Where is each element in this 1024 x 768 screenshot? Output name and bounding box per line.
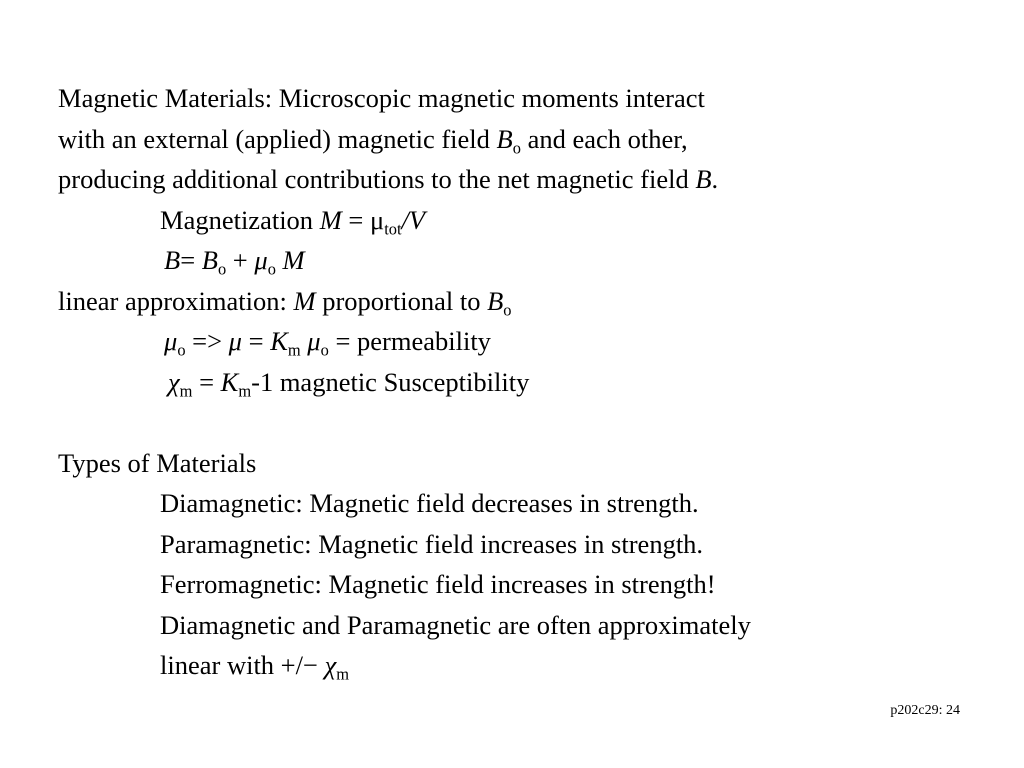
symbol-V: V: [408, 204, 426, 235]
subscript-o: o: [217, 259, 227, 279]
susceptibility-equation: [58, 362, 998, 403]
symbol-B: B: [487, 285, 504, 316]
subscript-m: m: [238, 380, 252, 400]
approximation-line-1: [58, 605, 998, 646]
permeability-equation: [58, 321, 998, 362]
permeability-label: = permeability: [328, 326, 491, 356]
equals: =: [180, 245, 202, 275]
symbol-mu: μ: [164, 326, 178, 356]
equals: =: [192, 366, 221, 397]
implies-arrow: =>: [185, 326, 229, 356]
symbol-B: B: [695, 164, 712, 194]
ferromagnetic-line: [58, 564, 998, 605]
symbol-mu: μ: [254, 245, 268, 275]
linear-approximation-line: [58, 281, 998, 322]
equals: =: [241, 326, 271, 356]
spacer: [58, 402, 998, 443]
subscript-m: m: [287, 340, 301, 360]
ferromagnetic-text: Ferromagnetic: Magnetic field increases in strength!: [160, 569, 716, 599]
paramagnetic-line: [58, 524, 998, 565]
subscript-m: m: [179, 380, 193, 400]
diamagnetic-line: [58, 483, 998, 524]
slide-content: [58, 78, 998, 686]
period: .: [711, 164, 719, 194]
subscript-o: o: [512, 137, 521, 157]
symbol-mu: μ: [307, 326, 321, 356]
intro-text-1: Magnetic Materials: Microscopic magnetic moments interact: [58, 83, 705, 113]
symbol-B: B: [496, 123, 513, 154]
symbol-M: M: [282, 245, 305, 275]
types-heading-text: Types of Materials: [58, 447, 257, 478]
symbol-M: M: [319, 204, 342, 235]
subscript-m: m: [336, 664, 350, 684]
subscript-o: o: [267, 259, 276, 279]
slash: /: [401, 204, 409, 235]
symbol-chi: χ: [168, 366, 180, 397]
intro-text-3: producing additional contributions to the net magnetic field: [58, 164, 696, 194]
subscript-o: o: [177, 340, 186, 360]
proportional-text: proportional to: [315, 285, 488, 316]
intro-line-3: [58, 159, 998, 200]
intro-text-2: with an external (applied) magnetic field: [58, 123, 497, 154]
approximation-text-1: Diamagnetic and Paramagnetic are often approximately: [160, 609, 751, 640]
paramagnetic-text: Paramagnetic: Magnetic field increases in strength.: [160, 528, 704, 559]
symbol-B: B: [201, 245, 218, 275]
approximation-line-2: [58, 645, 998, 686]
plus: +: [226, 245, 255, 275]
page-number-label: p202c29: 24: [890, 703, 960, 718]
magnetization-equation: [58, 200, 998, 241]
intro-line-1: [58, 78, 998, 119]
types-heading: [58, 443, 998, 484]
intro-text-2b: and each other,: [520, 123, 688, 154]
subscript-o: o: [503, 299, 512, 319]
intro-line-2: [58, 119, 998, 160]
subscript-o: o: [320, 340, 329, 360]
diamagnetic-text: Diamagnetic: Magnetic field decreases in strength.: [160, 488, 699, 518]
approximation-text-2: linear with +/−: [160, 650, 325, 680]
linear-text: linear approximation:: [58, 285, 294, 316]
symbol-K: K: [270, 326, 288, 356]
subscript-tot: tot: [384, 218, 402, 238]
symbol-mu: μ: [369, 204, 385, 235]
symbol-B: B: [164, 245, 181, 275]
b-field-equation: [58, 240, 998, 281]
symbol-K: K: [220, 366, 239, 397]
symbol-mu: μ: [228, 326, 242, 356]
susceptibility-label: -1 magnetic Susceptibility: [251, 366, 530, 397]
magnetization-label: Magnetization: [160, 204, 320, 235]
symbol-M: M: [293, 285, 316, 316]
equals: =: [341, 204, 370, 235]
symbol-chi: χ: [324, 650, 337, 680]
